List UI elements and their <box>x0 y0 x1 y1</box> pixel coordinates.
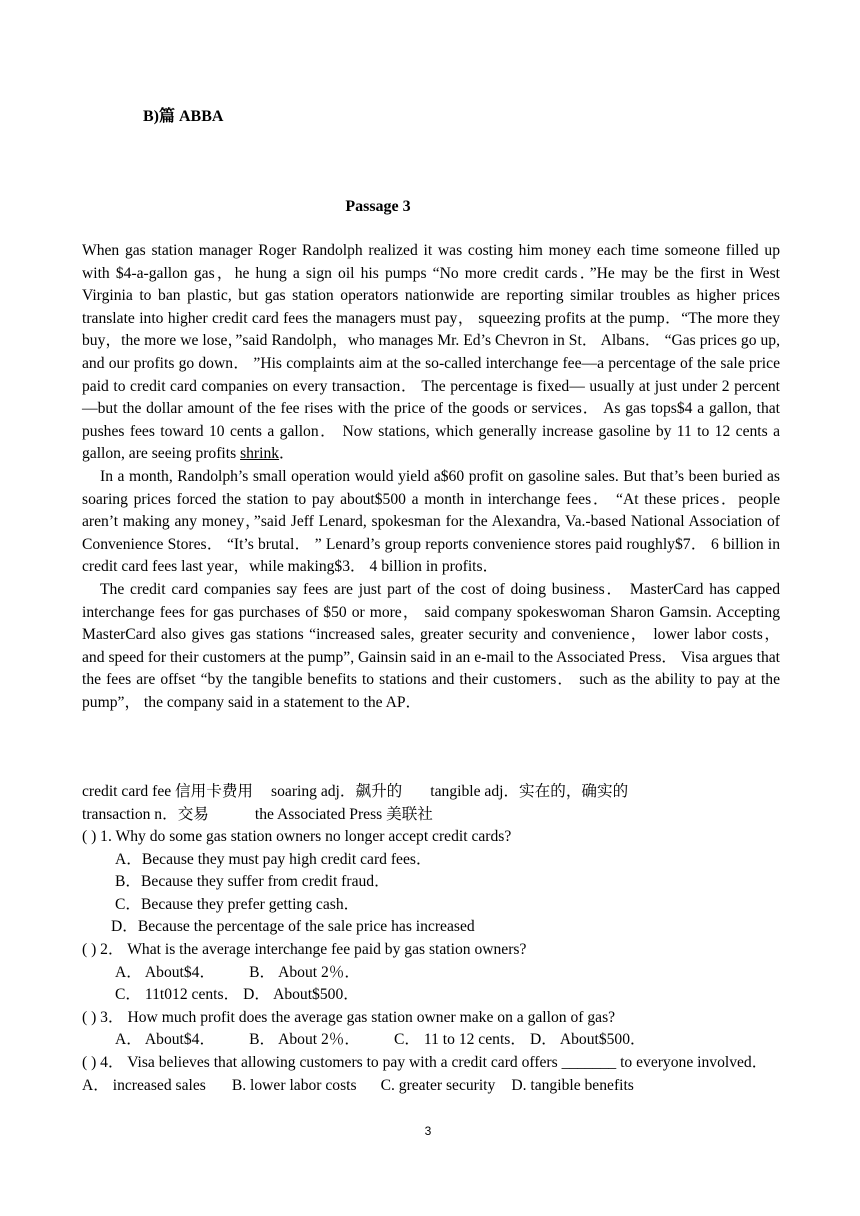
vocab-term: transaction n．交易 <box>82 805 209 823</box>
option-c: C． 11 to 12 cents． <box>393 1031 526 1049</box>
option-a: A． increased sales <box>82 1076 206 1094</box>
question-2 <box>82 939 780 1007</box>
paragraph-1-end: ． <box>279 445 295 463</box>
option-d: D. tangible benefits <box>511 1076 634 1094</box>
option-b: B．Because they suffer from credit fraud． <box>115 873 390 891</box>
option-b: B. lower labor costs <box>231 1076 357 1094</box>
options-row-2 <box>82 984 780 1007</box>
question-3 <box>82 1007 780 1052</box>
passage-title: Passage 3 <box>345 198 411 215</box>
question-4 <box>82 1052 780 1097</box>
paragraph-3: The credit card companies say fees are just part of the cost of doing business． MasterCard has capped interchange fees for gas purchases of $50 or more， said company spokeswoman Sharon Gamsin. Accepting MasterCard also gives gas stations “increased sales, greater security and convenience， lower labor costs， and speed for their customers at the pump”, Gainsin said in an e-mail to the Associated Press． Visa argues that the fees are offset “by the tangible benefits to stations and their customers． such as the ability to pay at the pump”， the company said in a statement to the AP． <box>82 580 780 711</box>
option-a: A． About$4． <box>115 963 216 981</box>
question-stem: ( ) 1. Why do some gas station owners no longer accept credit cards? <box>82 828 512 845</box>
option-a: A．Because they must pay high credit card fees． <box>115 850 432 868</box>
option-a: A． About$4． <box>115 1031 216 1049</box>
vocab-term: soaring adj．飙升的 <box>271 783 403 800</box>
vocabulary-line-2 <box>82 804 780 827</box>
question-stem: ( ) 2． What is the average interchange fee paid by gas station owners? <box>82 940 527 958</box>
vocab-term: credit card fee 信用卡费用 <box>82 783 254 800</box>
option-c: C．Because they prefer getting cash． <box>115 895 360 913</box>
options-row <box>82 1029 780 1052</box>
option-b: B． About 2％． <box>249 963 360 981</box>
paragraph-1 <box>82 240 780 466</box>
option-c: C． 11t012 cents． <box>115 986 240 1004</box>
vocabulary-line-1 <box>82 781 780 804</box>
option-d: D． About$500． <box>243 986 359 1004</box>
option-b: B． About 2％． <box>249 1031 360 1049</box>
underlined-word: shrink <box>240 445 280 463</box>
passage-body <box>82 240 780 714</box>
question-stem: ( ) 3． How much profit does the average gas station owner make on a gallon of gas? <box>82 1008 616 1026</box>
page-number: 3 <box>424 1124 432 1138</box>
option-d: D． About$500． <box>529 1031 646 1049</box>
paragraph-2: In a month, Randolph’s small operation would yield a$60 profit on gasoline sales. But that’s been buried as soaring prices forced the station to pay about$500 a month in interchange fees． “At these prices．people aren’t making any money，”said Jeff Lenard, spokesman for the Alexandra, Va.-based National Association of Convenience Stores． “It’s brutal． ” Lenard’s group reports convenience stores paid roughly$7． 6 billion in credit card fees last year，while making$3． 4 billion in profits． <box>82 467 780 576</box>
question-stem: ( ) 4． Visa believes that allowing customers to pay with a credit card offers _______ to everyone involved． <box>82 1053 768 1071</box>
question-1 <box>82 826 780 939</box>
paragraph-1-text: When gas station manager Roger Randolph realized it was costing him money each time someone filled up with $4-a-gallon gas，he hung a sign oil his pumps “No more credit cards．”He may be the first in West Virginia to ban plastic, but gas station operators nationwide are reporting similar troubles as higher prices translate into higher credit card fees the managers must pay， squeezing profits at the pump．“The more they buy，the more we lose，”said Randolph，who manages Mr. Ed’s Chevron in St． Albans． “Gas prices go up, and our profits go down． ”His complaints aim at the so-called interchange fee—a percentage of the sale price paid to credit card companies on every transaction． The percentage is fixed— usually at just under 2 percent—but the dollar amount of the fee rises with the price of the goods or services． As gas tops$4 a gallon, that pushes fees toward 10 cents a gallon． Now stations, which generally increase gasoline by 11 to 12 cents a gallon, are seeing profits <box>82 242 780 463</box>
question-list <box>82 826 780 1097</box>
options-row <box>82 1075 780 1098</box>
section-heading: B)篇 ABBA <box>143 108 224 125</box>
vocab-term: the Associated Press 美联社 <box>254 805 433 823</box>
vocab-term: tangible adj．实在的，确实的 <box>430 783 629 800</box>
options-row-1 <box>82 962 780 985</box>
vocabulary-notes <box>82 781 780 826</box>
option-d: D．Because the percentage of the sale price has increased <box>111 918 475 936</box>
option-c: C. greater security <box>380 1076 496 1094</box>
